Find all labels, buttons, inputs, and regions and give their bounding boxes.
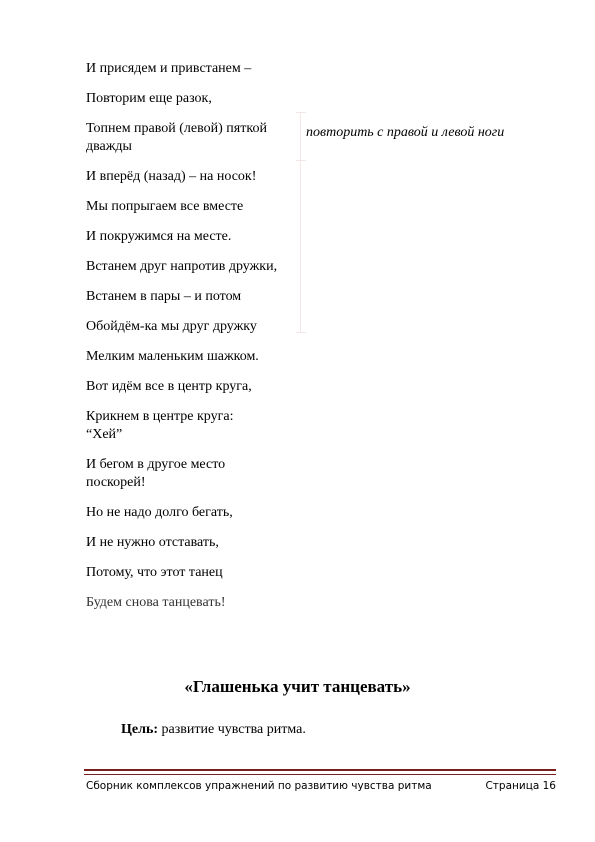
footer-rule bbox=[84, 769, 556, 771]
poem-line: Потому, что этот танец bbox=[86, 565, 223, 580]
page-footer bbox=[86, 780, 556, 792]
poem-line: Крикнем в центре круга: “Хей” bbox=[86, 409, 234, 442]
poem-line: Встанем в пары – и потом bbox=[86, 289, 242, 304]
goal-line bbox=[121, 722, 306, 738]
poem-line: И присядем и привстанем – bbox=[86, 61, 252, 76]
goal-label: Цель: bbox=[121, 722, 159, 737]
poem-line: И покружимся на месте. bbox=[86, 229, 232, 244]
poem-line: И бегом в другое место поскорей! bbox=[86, 457, 226, 490]
poem-line: И вперёд (назад) – на носок! bbox=[86, 169, 257, 184]
poem-line: Вот идём все в центр круга, bbox=[86, 379, 252, 394]
table-border bbox=[296, 160, 306, 161]
section-heading: «Глашенька учит танцевать» bbox=[184, 677, 411, 696]
poem-line: Встанем друг напротив дружки, bbox=[86, 259, 278, 274]
poem-line: Мелким маленьким шажком. bbox=[86, 349, 259, 364]
poem-line: Но не надо долго бегать, bbox=[86, 505, 233, 520]
poem-line: Обойдём-ка мы друг дружку bbox=[86, 319, 257, 334]
poem-line: И не нужно отставать, bbox=[86, 535, 219, 550]
poem-line: Будем снова танцевать! bbox=[86, 595, 226, 610]
page-number: Страница 16 bbox=[485, 780, 556, 792]
footer-title: Сборник комплексов упражнений по развитию чувства ритма bbox=[86, 780, 432, 792]
poem-line: Топнем правой (левой) пяткой дважды bbox=[86, 121, 267, 154]
movement-note: повторить с правой и левой ноги bbox=[306, 125, 505, 140]
footer-rule bbox=[84, 774, 556, 775]
table-border bbox=[296, 112, 306, 113]
table-border bbox=[300, 112, 301, 332]
poem-line: Мы попрыгаем все вместе bbox=[86, 199, 244, 214]
goal-text: развитие чувства ритма. bbox=[158, 722, 306, 737]
poem-line: Повторим еще разок, bbox=[86, 91, 212, 106]
poem-text bbox=[86, 60, 301, 624]
table-border bbox=[296, 332, 306, 333]
